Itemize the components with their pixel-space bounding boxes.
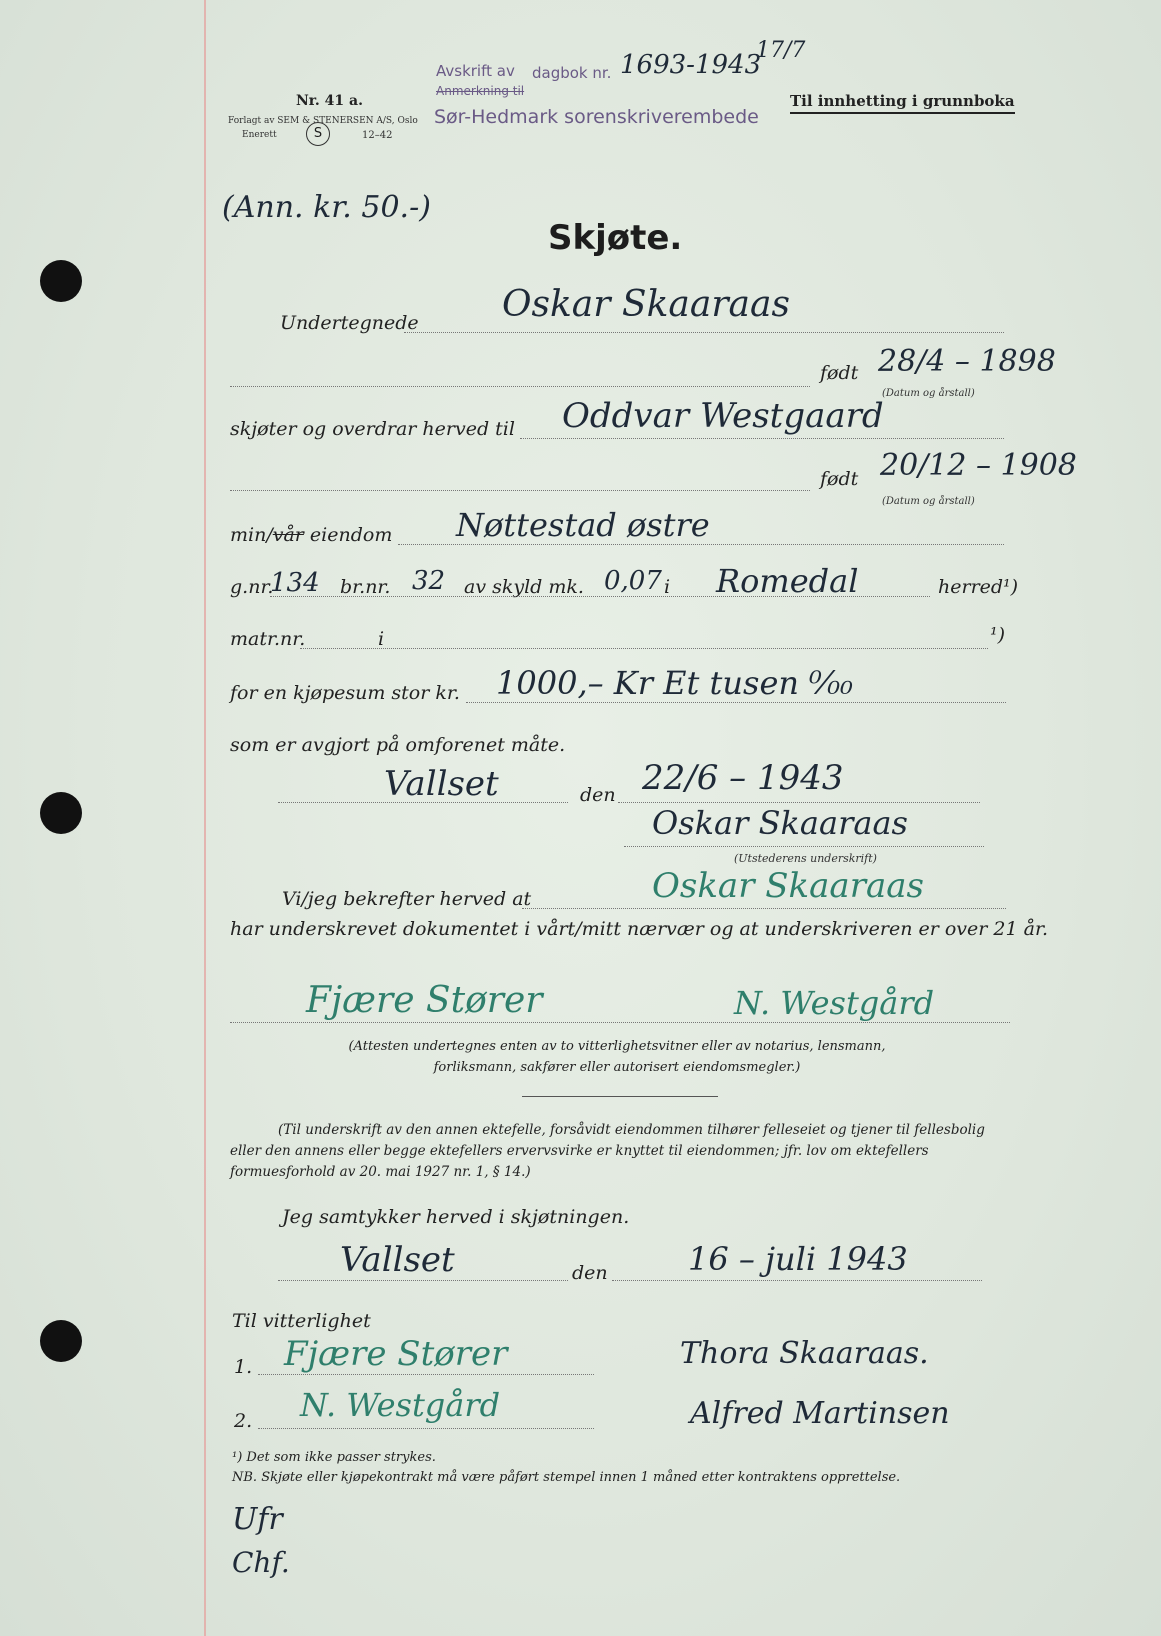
page-title: Skjøte. [548,218,683,258]
confirm-line-2: har underskrevet dokumentet i vårt/mitt nærvær og at underskriveren er over 21 år. [230,918,1048,940]
row1-line [258,1374,594,1375]
price-label: for en kjøpesum stor kr. [230,682,460,704]
edition: 12–42 [362,130,393,141]
price-line [466,702,1006,703]
stamp-struck-line: Anmerkning til [436,84,525,98]
buyer-label: skjøter og overdrar herved til [230,418,515,440]
stamp-daybook: dagbok nr. [532,64,612,82]
stamp-court-office: Sør-Hedmark sorenskriverembede [434,106,759,128]
seller-line-2 [230,386,810,387]
separator [522,1096,718,1097]
seller-born: 28/4 – 1898 [878,344,1056,379]
stamp-copy-of: Avskrift av [436,62,515,80]
signing-place: Vallset [384,764,499,804]
nb-note: NB. Skjøte eller kjøpekontrakt må være påført stempel innen 1 måned etter kontraktens opprettelse. [232,1470,901,1485]
footnote: ¹) Det som ikke passer strykes. [232,1450,436,1465]
seller-name: Oskar Skaaraas [502,284,790,325]
bnr-label: br.nr. [340,576,391,598]
herred-label: herred¹) [938,576,1019,598]
issuer-signature-hint: (Utstederens underskrift) [734,852,877,865]
row2-signature: Alfred Martinsen [690,1396,950,1431]
witness-line [230,1022,1010,1023]
consent-place: Vallset [340,1240,455,1280]
punch-hole [40,260,82,302]
seller-line [404,332,1004,333]
gnr-label: g.nr. [230,576,274,598]
initials-1: Ufr [232,1502,283,1537]
matr-in-label: i [378,628,385,650]
buyer-date-hint: (Datum og årstall) [882,496,975,507]
seller-born-label: født [820,362,859,384]
punch-hole [40,1320,82,1362]
buyer-born-label: født [820,468,859,490]
buyer-line [520,438,1004,439]
publisher: Forlagt av SEM & STENERSEN A/S, Oslo [228,116,418,126]
confirm-prefix: Vi/jeg bekrefter herved at [282,888,532,910]
initials-2: Chf. [232,1546,290,1579]
gnr-value: 134 [270,568,320,598]
seller-date-hint: (Datum og årstall) [882,388,975,399]
punch-hole [40,792,82,834]
margin-line [204,0,206,1636]
signing-date: 22/6 – 1943 [642,758,844,798]
registry-title: Til innhetting i grunnboka [790,92,1015,114]
buyer-born: 20/12 – 1908 [880,448,1077,483]
matr-label: matr.nr. [230,628,306,650]
property-line [398,544,1004,545]
agreed-text: som er avgjort på omforenet måte. [230,734,566,756]
til-vitterlighet: Til vitterlighet [232,1310,371,1332]
rights: Enerett [242,130,277,140]
witness-note: (Attesten undertegnes enten av to vitterlighetsvitner eller av notarius, lensmann, forliksmann, sakfører eller autorisert eiendomsmegler.) [348,1039,886,1075]
publisher-logo: S [306,122,330,146]
confirm-name: Oskar Skaaraas [652,866,924,906]
signing-den: den [580,784,616,806]
in-label: i [664,576,671,598]
row2-witness: N. Westgård [300,1386,501,1424]
consent-date-line [612,1280,982,1281]
issuer-signature: Oskar Skaaraas [652,804,908,842]
witness-signature-1: Fjære Stører [306,980,543,1021]
row1-witness: Fjære Stører [284,1334,508,1374]
matr-line [300,648,988,649]
witness-signature-2: N. Westgård [734,984,935,1022]
consent-place-line [278,1280,568,1281]
row1-number: 1. [234,1356,253,1378]
row2-number: 2. [234,1410,253,1432]
daybook-date: 17/7 [756,38,806,63]
consent-date: 16 – juli 1943 [688,1240,908,1278]
fee-note: (Ann. kr. 50.-) [222,190,431,225]
signing-date-line [618,802,980,803]
bnr-value: 32 [412,566,446,596]
buyer-line-2 [230,490,810,491]
property-line-2 [270,596,930,597]
row2-line [258,1428,594,1429]
price-amount: 1000,– Kr Et tusen ⁰⁄₀₀ [496,664,853,702]
skyld-value: 0,07 [604,566,662,596]
daybook-number: 1693-1943 [620,50,762,80]
signing-place-line [278,802,568,803]
property-label: min/vår eiendom [230,524,393,546]
property-name: Nøttestad østre [456,506,710,544]
herred-value: Romedal [716,562,859,600]
consent-den: den [572,1262,608,1284]
consent-text: Jeg samtykker herved i skjøtningen. [282,1206,630,1228]
matr-footnote: ¹) [990,624,1006,646]
form-number: Nr. 41 a. [296,93,363,109]
skyld-label: av skyld mk. [464,576,584,598]
row1-signature: Thora Skaaraas. [680,1336,929,1371]
confirm-line [522,908,1006,909]
buyer-name: Oddvar Westgaard [562,396,884,436]
spouse-note: (Til underskrift av den annen ektefelle, forsåvidt eiendommen tilhører felleseiet og tjener til fellesbolig eller den annens eller begge ektefellers ervervsvirke er knyttet til eiendommen; jfr. lov om ektefellers formuesforhold av 20. mai 1927 nr. 1, § 14.) [230,1122,985,1180]
seller-label: Undertegnede [280,312,419,334]
issuer-signature-line [624,846,984,847]
